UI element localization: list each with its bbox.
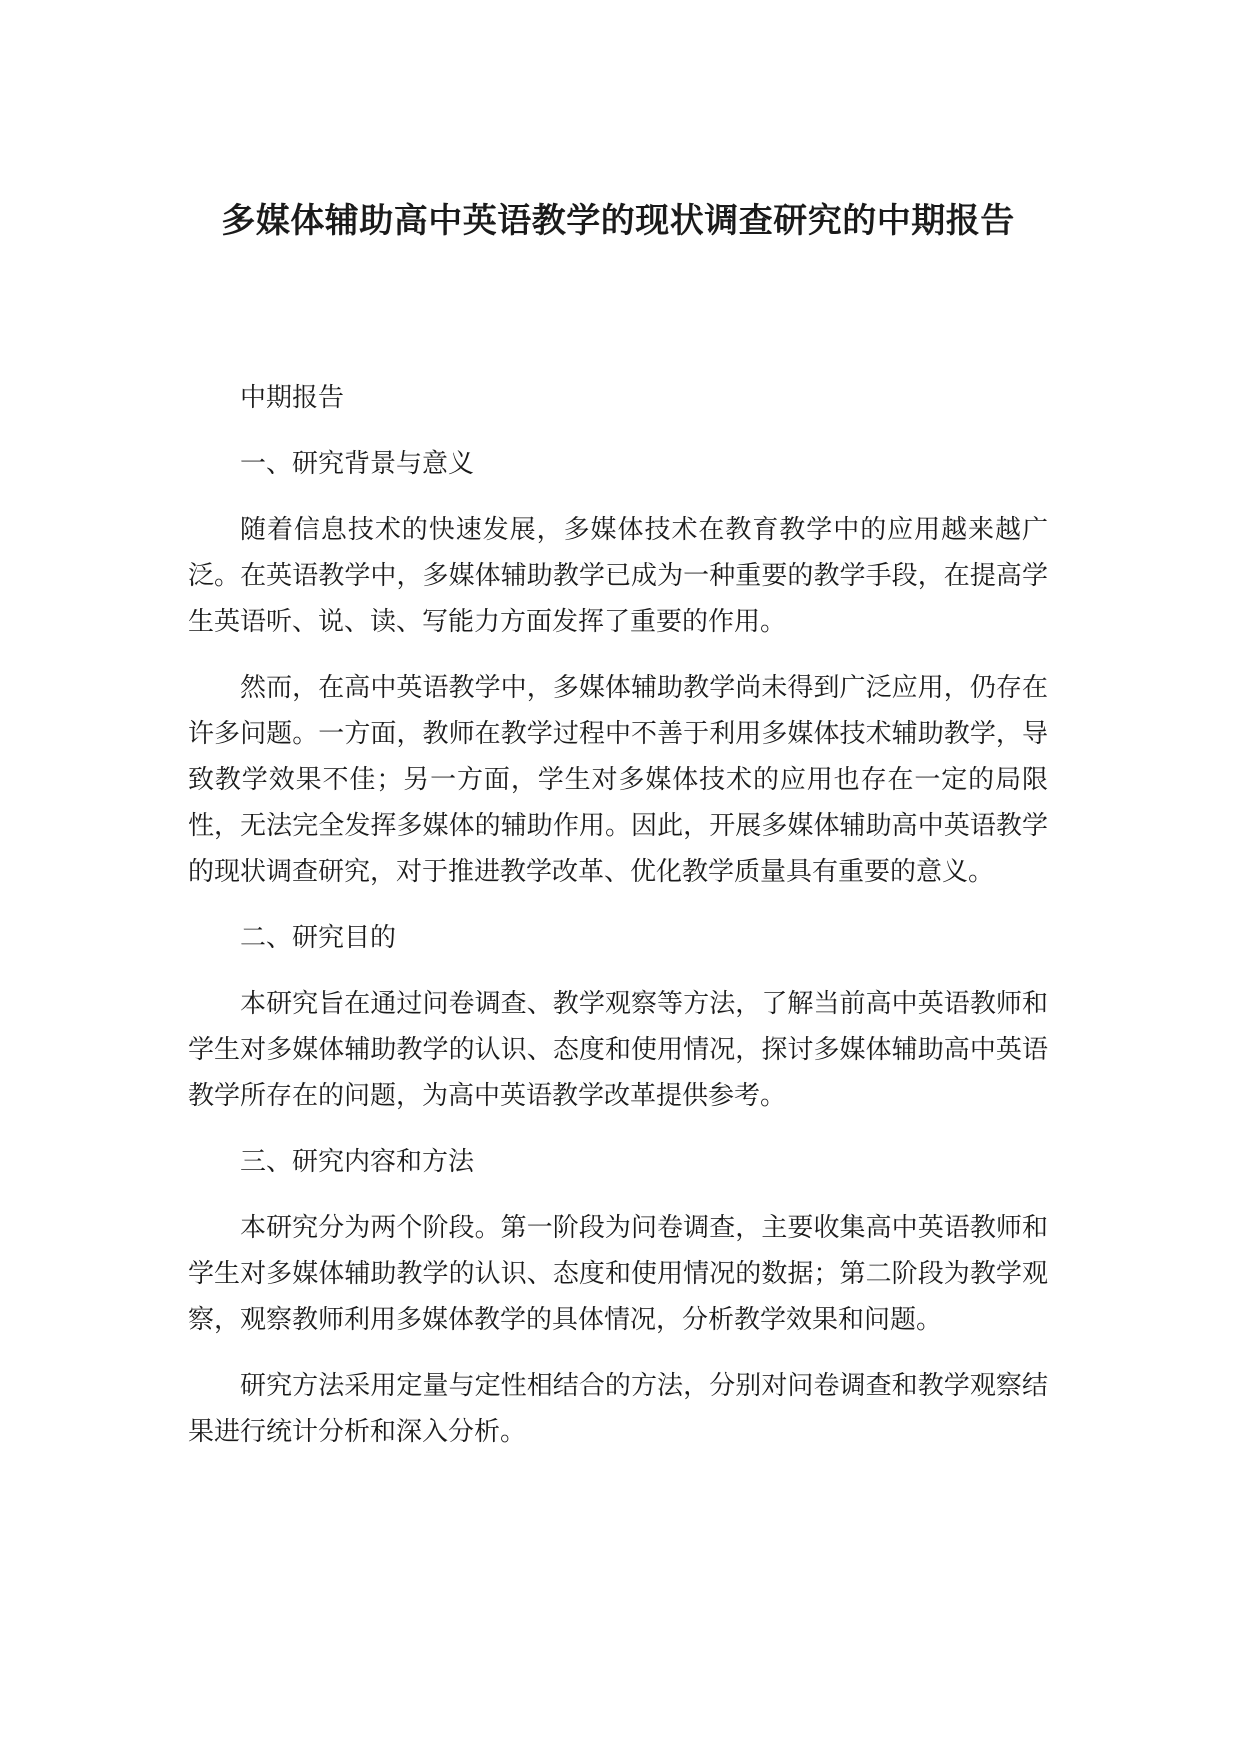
heading-objective: 二、研究目的	[240, 923, 397, 953]
paragraph: 本研究旨在通过问卷调查、教学观察等方法，了解当前高中英语教师和学生对多媒体辅助教学的认识、态度和使用情况，探讨多媒体辅助高中英语教学所存在的问题，为高中英语教学改革提供参考。	[188, 989, 1048, 1111]
section-label-midterm-report: 中期报告	[240, 383, 345, 413]
heading-background: 一、研究背景与意义	[240, 449, 475, 479]
paragraph: 本研究分为两个阶段。第一阶段为问卷调查，主要收集高中英语教师和学生对多媒体辅助教学的认识、态度和使用情况的数据；第二阶段为教学观察，观察教师利用多媒体教学的具体情况，分析教学效果和问题。	[188, 1213, 1048, 1335]
heading-content-method: 三、研究内容和方法	[240, 1147, 475, 1177]
paragraph: 研究方法采用定量与定性相结合的方法，分别对问卷调查和教学观察结果进行统计分析和深入分析。	[188, 1371, 1048, 1447]
document-title: 多媒体辅助高中英语教学的现状调查研究的中期报告	[221, 201, 1015, 241]
document-body	[188, 375, 1048, 1475]
paragraph: 然而，在高中英语教学中，多媒体辅助教学尚未得到广泛应用，仍存在许多问题。一方面，教师在教学过程中不善于利用多媒体技术辅助教学，导致教学效果不佳；另一方面，学生对多媒体技术的应用也存在一定的局限性，无法完全发挥多媒体的辅助作用。因此，开展多媒体辅助高中英语教学的现状调查研究，对于推进教学改革、优化教学质量具有重要的意义。	[188, 673, 1048, 887]
paragraph: 随着信息技术的快速发展，多媒体技术在教育教学中的应用越来越广泛。在英语教学中，多媒体辅助教学已成为一种重要的教学手段，在提高学生英语听、说、读、写能力方面发挥了重要的作用。	[188, 515, 1048, 637]
